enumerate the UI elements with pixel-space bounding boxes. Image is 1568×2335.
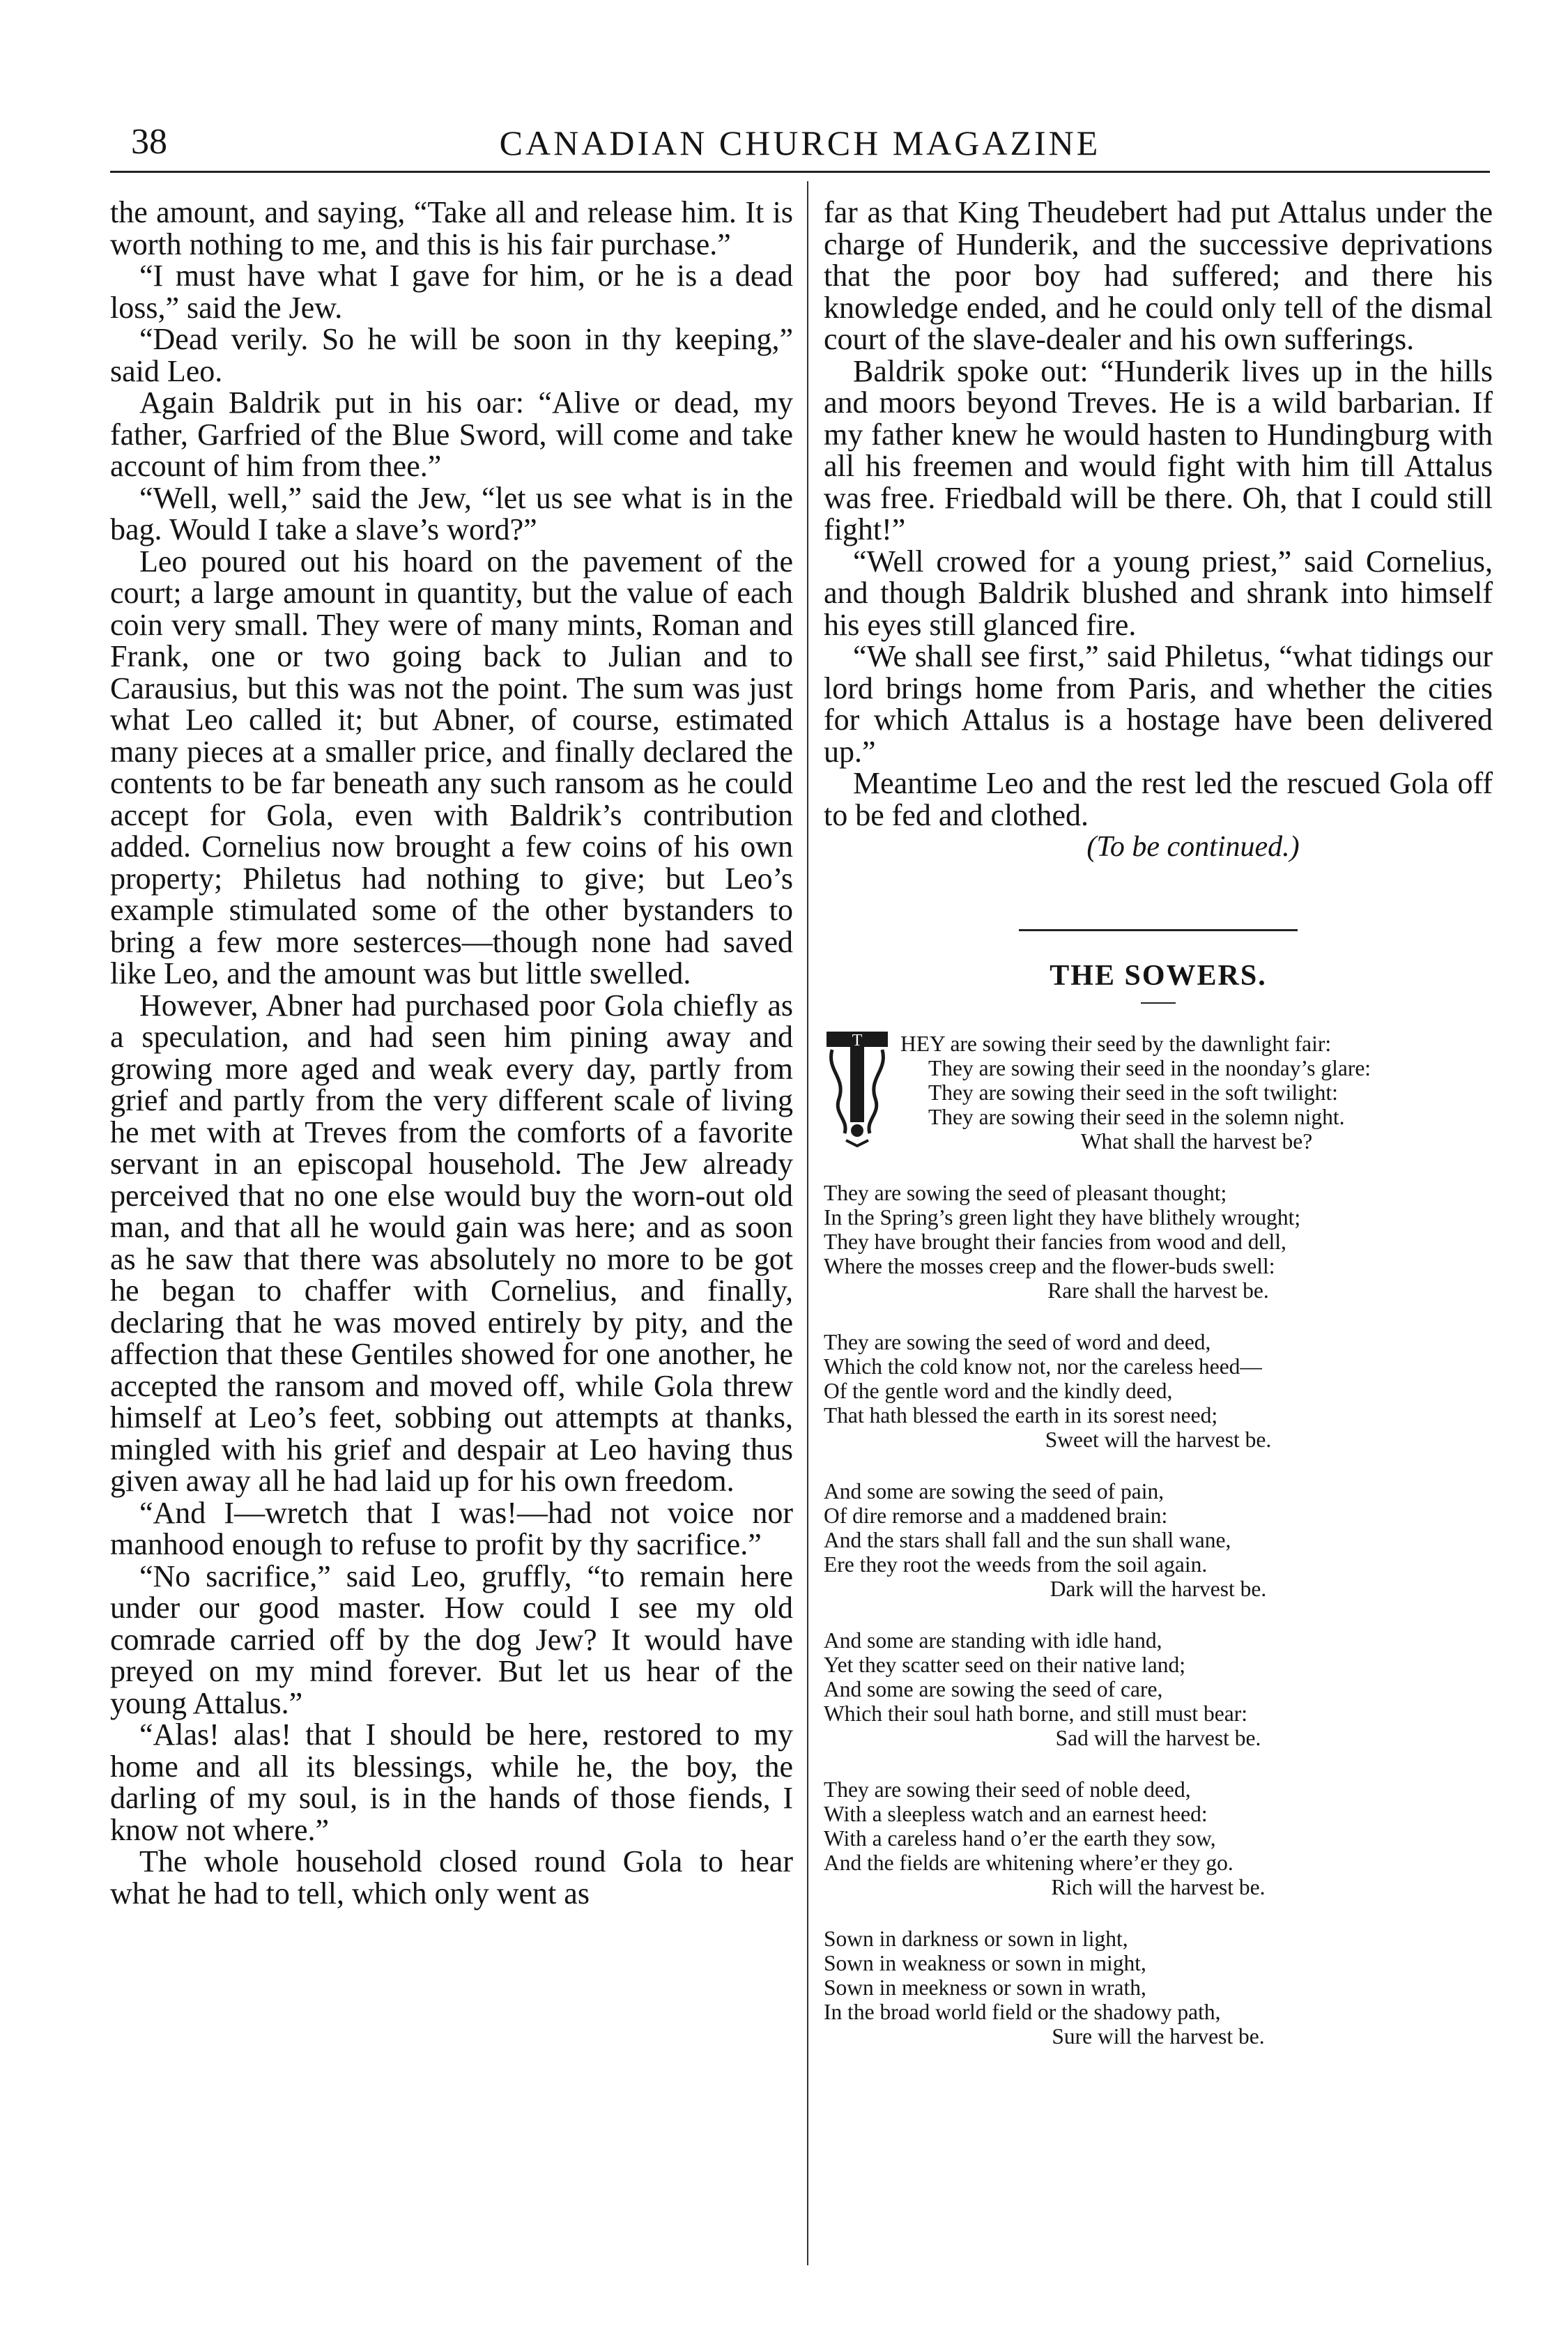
paragraph: “Alas! alas! that I should be here, restored to my home and all its blessings, while he, the boy, the darling of my soul, is in the hands of those fiends, I know not where.” (110, 1717, 793, 1847)
poem-line: That hath blessed the earth in its sorest need; (824, 1403, 1218, 1427)
stanza (824, 1628, 1493, 1750)
poem-line: They are sowing the seed of word and deed, (824, 1330, 1211, 1354)
poem-refrain: What shall the harvest be? (1080, 1129, 1313, 1154)
poem-refrain: Dark will the harvest be. (1050, 1577, 1267, 1601)
left-column (110, 197, 793, 1909)
paragraph: However, Abner had purchased poor Gola chiefly as a speculation, and had seen him pining away and growing more aged and weak every day, partly from grief and partly from the very different scale of living he met with at Treves from the comforts of a favorite servant in an episcopal household. The Jew already perceived that no one else would buy the worn-out old man, and that all he would gain was here; and as soon as he saw that there was absolutely no more to be got he began to chaffer with Cornelius, and finally, declaring that he was moved entirely by pity, and the affection that these Gentiles showed for one another, he accepted the ransom and moved off, while Gola threw himself at Leo’s feet, sobbing out attempts at thanks, mingled with his grief and despair at Leo having thus given away all he had laid up for his own freedom. (110, 988, 793, 1498)
poem-line: Ere they root the weeds from the soil again. (824, 1552, 1208, 1577)
poem-line: Which the cold know not, nor the careless heed— (824, 1354, 1262, 1379)
svg-text:T: T (852, 1032, 863, 1050)
poem-line: They are sowing their seed in the soft twilight: (928, 1080, 1338, 1105)
poem-line: And some are sowing the seed of pain, (824, 1479, 1165, 1503)
poem-line: Which their soul hath borne, and still must bear: (824, 1701, 1247, 1726)
poem-line: They are sowing their seed of noble deed, (824, 1777, 1191, 1802)
poem-refrain: Sad will the harvest be. (1055, 1726, 1261, 1750)
poem-line: They are sowing their seed in the solemn night. (928, 1105, 1345, 1129)
paragraph: “Dead verily. So he will be soon in thy keeping,” said Leo. (110, 322, 793, 388)
paragraph: “We shall see first,” said Philetus, “what tidings our lord brings home from Paris, and whether the cities for which Attalus is a hostage have been delivered up.” (824, 639, 1493, 769)
poem-line: They are sowing the seed of pleasant thought; (824, 1181, 1227, 1205)
poem-refrain: Rare shall the harvest be. (1047, 1278, 1269, 1303)
paragraph: the amount, and saying, “Take all and release him. It is worth nothing to me, and this is his fair purchase.” (110, 195, 793, 261)
poem-line: With a careless hand o’er the earth they sow, (824, 1826, 1216, 1851)
ornamental-dropcap-t-icon (825, 1029, 889, 1147)
running-title: CANADIAN CHURCH MAGAZINE (499, 123, 1101, 162)
stanza (824, 1479, 1493, 1601)
title-dash (1141, 1002, 1176, 1004)
poem-line: Yet they scatter seed on their native land; (824, 1653, 1186, 1677)
poem-refrain: Sure will the harvest be. (1052, 2024, 1265, 2049)
poem-line: In the broad world field or the shadowy path, (824, 2000, 1221, 2024)
poem-line: Sown in darkness or sown in light, (824, 1927, 1128, 1951)
poem-line: And the stars shall fall and the sun shall wane, (824, 1528, 1231, 1552)
poem-line: Of dire remorse and a maddened brain: (824, 1503, 1168, 1528)
header-rule (110, 171, 1490, 173)
paragraph: “Well crowed for a young priest,” said Cornelius, and though Baldrik blushed and shrank into himself his eyes still glanced fire. (824, 544, 1493, 642)
to-be-continued: (To be continued.) (1086, 831, 1300, 863)
poem-line: Where the mosses creep and the flower-buds swell: (824, 1254, 1275, 1278)
paragraph: Leo poured out his hoard on the pavement of the court; a large amount in quantity, but the value of each coin very small. They were of many mints, Roman and Frank, one or two going back to Julian and to Carausius, but this was not the point. The sum was just what Leo called it; but Abner, of course, estimated many pieces at a smaller price, and finally declared the contents to be far beneath any such ransom as he could accept for Gola, even with Baldrik’s contribution added. Cornelius now brought a few coins of his own property; Philetus had nothing to give; but Leo’s example stimulated some of the other bystanders to bring a few more sesterces—though none had saved like Leo, and the amount was but little swelled. (110, 544, 793, 990)
poem-line: And some are standing with idle hand, (824, 1628, 1162, 1653)
paragraph: “No sacrifice,” said Leo, gruffly, “to remain here under our good master. How could I see my old comrade carried off by the dog Jew? It would have preyed on my mind forever. But let us hear of the young Attalus.” (110, 1559, 793, 1720)
poem-line: And the fields are whitening where’er they go. (824, 1851, 1233, 1875)
poem-line: And some are sowing the seed of care, (824, 1677, 1163, 1701)
page-number: 38 (131, 122, 167, 162)
stanza (824, 1330, 1493, 1452)
poem-line: They have brought their fancies from wood and dell, (824, 1230, 1286, 1254)
poem-line: Sown in meekness or sown in wrath, (824, 1975, 1146, 2000)
paragraph: Baldrik spoke out: “Hunderik lives up in the hills and moors beyond Treves. He is a wild barbarian. If my father knew he would hasten to Hundingburg with all his freemen and would fight with him till Attalus was free. Friedbald will be there. Oh, that I could still fight!” (824, 353, 1493, 546)
paragraph: “And I—wretch that I was!—had not voice nor manhood enough to refuse to profit by thy sacrifice.” (110, 1495, 793, 1561)
poem (824, 1032, 1493, 2049)
poem-refrain: Sweet will the harvest be. (1045, 1427, 1272, 1452)
right-column (824, 197, 1493, 2049)
stanza (824, 1181, 1493, 1303)
section-divider (1019, 929, 1298, 931)
poem-title: THE SOWERS. (1050, 960, 1267, 992)
paragraph: far as that King Theudebert had put Attalus under the charge of Hunderik, and the successive deprivations that the poor boy had suffered; and there his knowledge ended, and he could only tell of the dismal court of the slave-dealer and his own sufferings. (824, 195, 1493, 356)
paragraph: “I must have what I gave for him, or he is a dead loss,” said the Jew. (110, 259, 793, 325)
stanza (824, 1927, 1493, 2049)
poem-refrain: Rich will the harvest be. (1051, 1875, 1266, 1899)
poem-line: Sown in weakness or sown in might, (824, 1951, 1146, 1975)
poem-line: HEY are sowing their seed by the dawnlight fair: (900, 1032, 1332, 1056)
paragraph: “Well, well,” said the Jew, “let us see what is in the bag. Would I take a slave’s word?” (110, 480, 793, 546)
paragraph: Again Baldrik put in his oar: “Alive or dead, my father, Garfried of the Blue Sword, will come and take account of him from thee.” (110, 385, 793, 483)
stanza (824, 1032, 1493, 1154)
column-divider (807, 181, 808, 2265)
paragraph: The whole household closed round Gola to hear what he had to tell, which only went as (110, 1844, 793, 1911)
paragraph: Meantime Leo and the rest led the rescued Gola off to be fed and clothed. (824, 766, 1493, 832)
stanza (824, 1777, 1493, 1899)
poem-line: They are sowing their seed in the noonday’s glare: (928, 1056, 1371, 1080)
poem-line: In the Spring’s green light they have blithely wrought; (824, 1205, 1301, 1230)
poem-line: Of the gentle word and the kindly deed, (824, 1379, 1173, 1403)
page-header (110, 117, 1490, 166)
poem-line: With a sleepless watch and an earnest heed: (824, 1802, 1208, 1826)
